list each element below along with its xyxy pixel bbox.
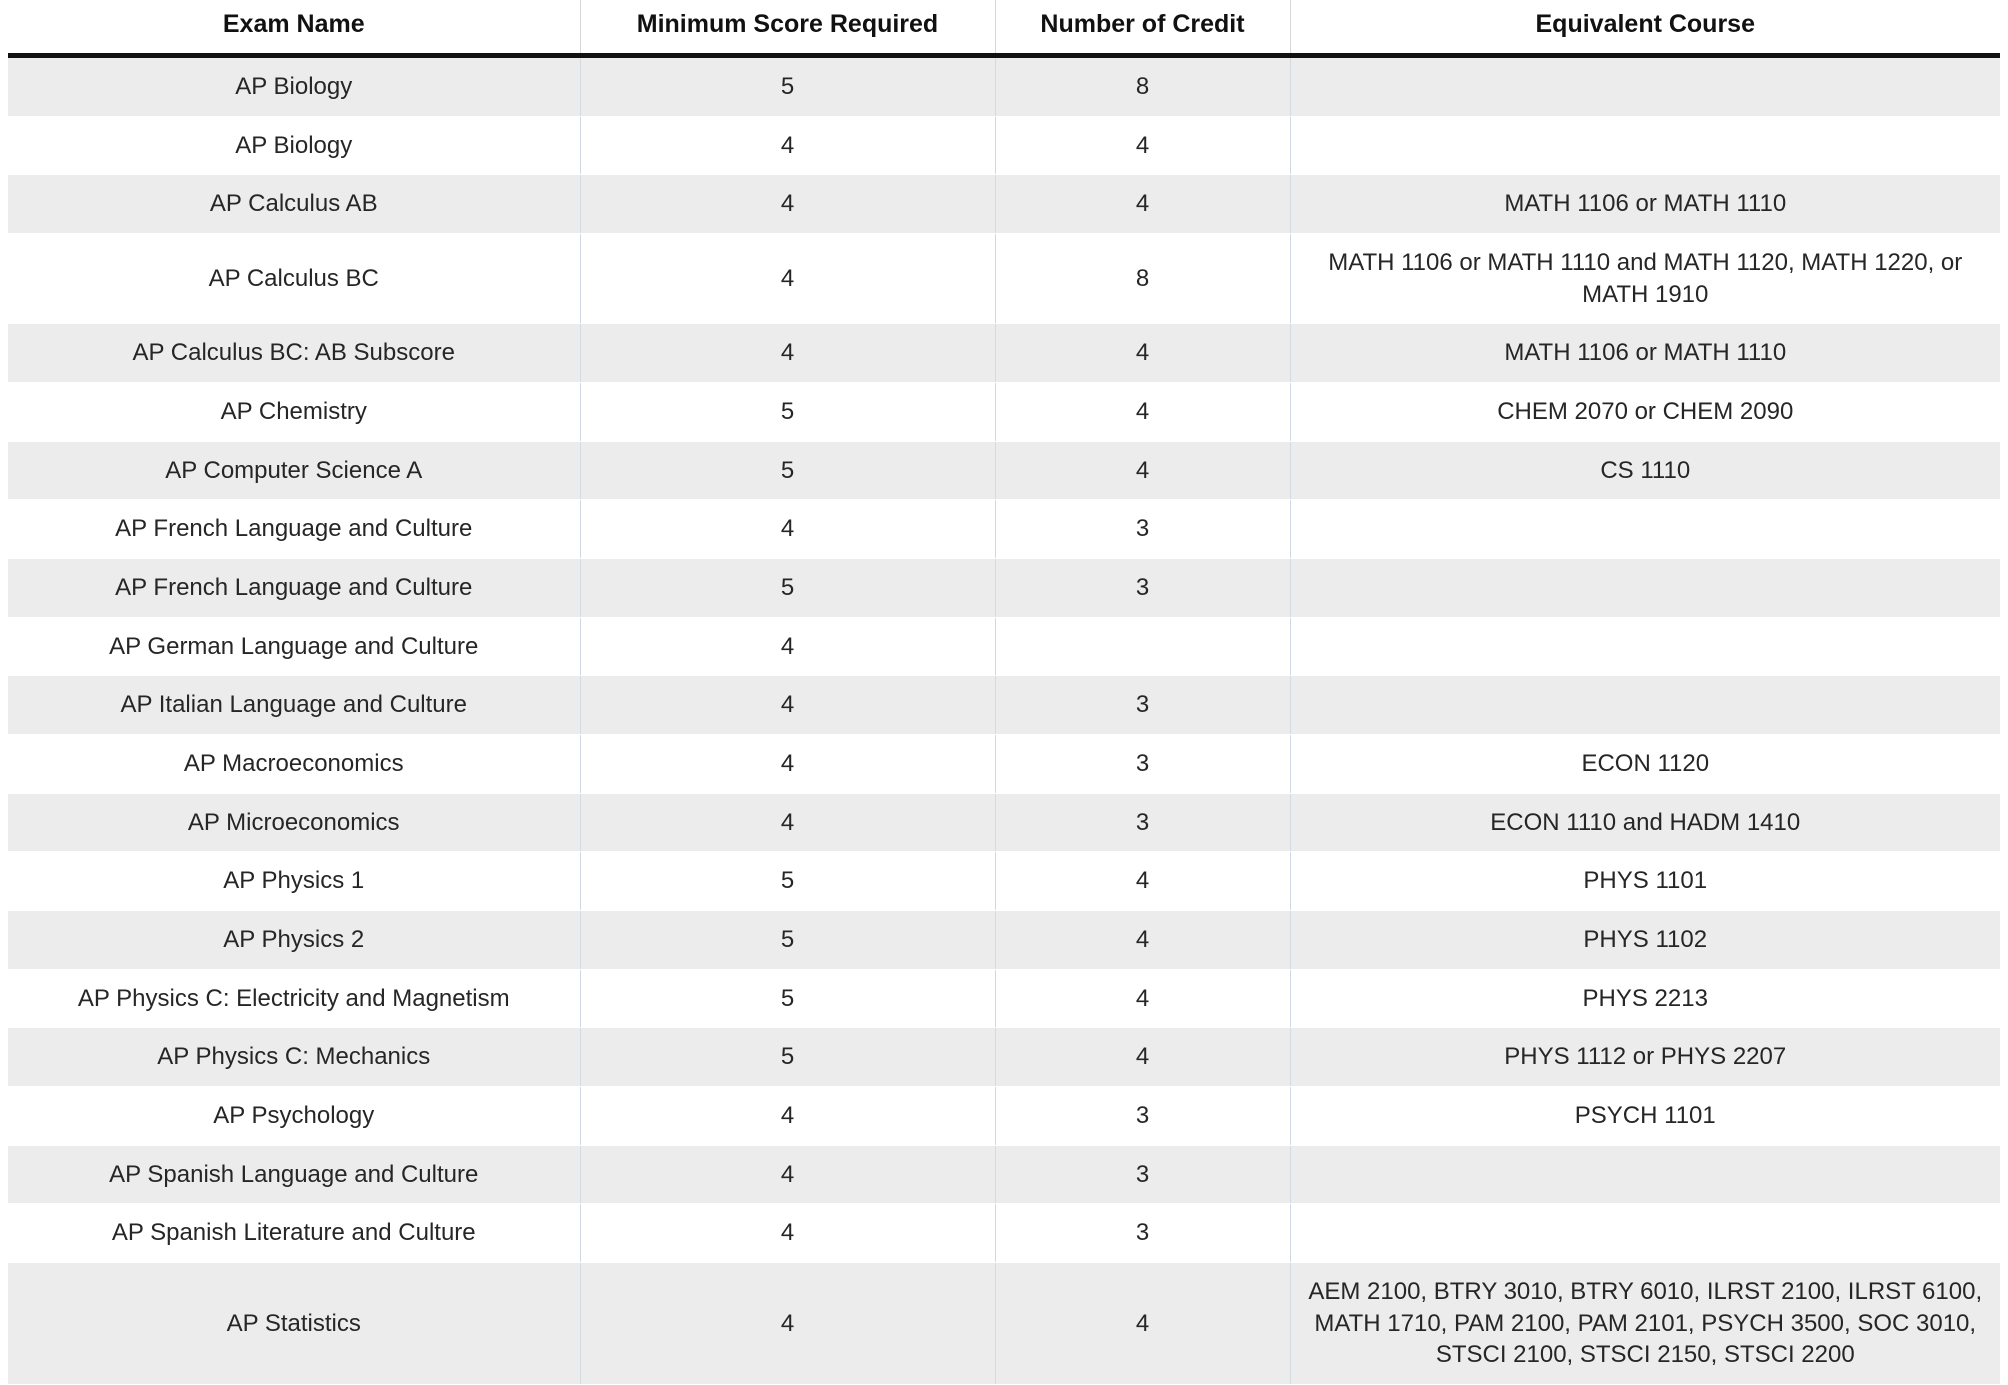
- cell-number-of-credit: 3: [995, 1145, 1290, 1204]
- cell-number-of-credit: 3: [995, 793, 1290, 852]
- cell-exam-name: AP Biology: [8, 116, 580, 175]
- cell-number-of-credit: 8: [995, 56, 1290, 117]
- cell-minimum-score: 5: [580, 852, 995, 911]
- table-row: [8, 559, 2000, 618]
- cell-minimum-score: 5: [580, 441, 995, 500]
- cell-exam-name: AP Physics 1: [8, 852, 580, 911]
- cell-number-of-credit: 4: [995, 175, 1290, 234]
- cell-exam-name: AP German Language and Culture: [8, 617, 580, 676]
- cell-minimum-score: 5: [580, 969, 995, 1028]
- table-row: [8, 676, 2000, 735]
- header-row: [8, 0, 2000, 56]
- cell-exam-name: AP Calculus BC: [8, 234, 580, 324]
- cell-number-of-credit: 4: [995, 1028, 1290, 1087]
- cell-exam-name: AP Spanish Literature and Culture: [8, 1204, 580, 1263]
- cell-number-of-credit: 3: [995, 500, 1290, 559]
- cell-minimum-score: 4: [580, 175, 995, 234]
- table-row: [8, 1028, 2000, 1087]
- cell-exam-name: AP French Language and Culture: [8, 559, 580, 618]
- cell-minimum-score: 4: [580, 116, 995, 175]
- column-header-number-of-credit: Number of Credit: [995, 0, 1290, 56]
- cell-minimum-score: 4: [580, 324, 995, 383]
- table-row: [8, 1204, 2000, 1263]
- cell-minimum-score: 5: [580, 911, 995, 970]
- table-body: [8, 56, 2000, 1385]
- cell-equivalent-course: ECON 1120: [1290, 735, 2000, 794]
- cell-equivalent-course: MATH 1106 or MATH 1110 and MATH 1120, MATH 1220, or MATH 1910: [1290, 234, 2000, 324]
- cell-minimum-score: 4: [580, 1087, 995, 1146]
- table-row: [8, 735, 2000, 794]
- table-row: [8, 175, 2000, 234]
- cell-minimum-score: 4: [580, 1204, 995, 1263]
- table-row: [8, 234, 2000, 324]
- cell-equivalent-course: PHYS 1112 or PHYS 2207: [1290, 1028, 2000, 1087]
- cell-number-of-credit: 4: [995, 852, 1290, 911]
- cell-equivalent-course: CHEM 2070 or CHEM 2090: [1290, 383, 2000, 442]
- cell-equivalent-course: MATH 1106 or MATH 1110: [1290, 324, 2000, 383]
- cell-exam-name: AP Calculus BC: AB Subscore: [8, 324, 580, 383]
- cell-minimum-score: 4: [580, 735, 995, 794]
- column-header-minimum-score: Minimum Score Required: [580, 0, 995, 56]
- table-row: [8, 1263, 2000, 1385]
- table-row: [8, 617, 2000, 676]
- cell-number-of-credit: 3: [995, 559, 1290, 618]
- cell-equivalent-course: MATH 1106 or MATH 1110: [1290, 175, 2000, 234]
- cell-number-of-credit: 8: [995, 234, 1290, 324]
- cell-minimum-score: 4: [580, 234, 995, 324]
- table-row: [8, 116, 2000, 175]
- cell-number-of-credit: [995, 617, 1290, 676]
- table-row: [8, 1145, 2000, 1204]
- cell-exam-name: AP Statistics: [8, 1263, 580, 1385]
- cell-equivalent-course: [1290, 56, 2000, 117]
- table-row: [8, 852, 2000, 911]
- table-row: [8, 911, 2000, 970]
- cell-number-of-credit: 3: [995, 1087, 1290, 1146]
- cell-number-of-credit: 4: [995, 1263, 1290, 1385]
- cell-exam-name: AP French Language and Culture: [8, 500, 580, 559]
- cell-equivalent-course: PSYCH 1101: [1290, 1087, 2000, 1146]
- cell-exam-name: AP Spanish Language and Culture: [8, 1145, 580, 1204]
- cell-minimum-score: 4: [580, 500, 995, 559]
- cell-exam-name: AP Calculus AB: [8, 175, 580, 234]
- cell-number-of-credit: 4: [995, 441, 1290, 500]
- cell-exam-name: AP Chemistry: [8, 383, 580, 442]
- cell-equivalent-course: [1290, 500, 2000, 559]
- cell-equivalent-course: CS 1110: [1290, 441, 2000, 500]
- cell-exam-name: AP Psychology: [8, 1087, 580, 1146]
- cell-equivalent-course: [1290, 617, 2000, 676]
- cell-minimum-score: 5: [580, 383, 995, 442]
- cell-equivalent-course: PHYS 1102: [1290, 911, 2000, 970]
- cell-minimum-score: 5: [580, 56, 995, 117]
- cell-number-of-credit: 4: [995, 969, 1290, 1028]
- cell-equivalent-course: [1290, 1204, 2000, 1263]
- table-row: [8, 56, 2000, 117]
- cell-minimum-score: 5: [580, 1028, 995, 1087]
- cell-number-of-credit: 4: [995, 116, 1290, 175]
- cell-minimum-score: 4: [580, 793, 995, 852]
- table-row: [8, 1087, 2000, 1146]
- cell-minimum-score: 4: [580, 676, 995, 735]
- cell-number-of-credit: 4: [995, 324, 1290, 383]
- cell-equivalent-course: [1290, 559, 2000, 618]
- table-row: [8, 969, 2000, 1028]
- cell-exam-name: AP Microeconomics: [8, 793, 580, 852]
- cell-number-of-credit: 3: [995, 735, 1290, 794]
- cell-equivalent-course: AEM 2100, BTRY 3010, BTRY 6010, ILRST 2100, ILRST 6100, MATH 1710, PAM 2100, PAM 2101, PSYCH 3500, SOC 3010, STSCI 2100, STSCI 2150, STSCI 2200: [1290, 1263, 2000, 1385]
- cell-exam-name: AP Physics 2: [8, 911, 580, 970]
- cell-exam-name: AP Macroeconomics: [8, 735, 580, 794]
- ap-credit-table: [8, 0, 2000, 1385]
- column-header-exam-name: Exam Name: [8, 0, 580, 56]
- cell-equivalent-course: [1290, 116, 2000, 175]
- cell-minimum-score: 4: [580, 617, 995, 676]
- cell-equivalent-course: [1290, 1145, 2000, 1204]
- table-row: [8, 441, 2000, 500]
- cell-minimum-score: 4: [580, 1145, 995, 1204]
- cell-minimum-score: 5: [580, 559, 995, 618]
- cell-minimum-score: 4: [580, 1263, 995, 1385]
- table-row: [8, 324, 2000, 383]
- cell-exam-name: AP Biology: [8, 56, 580, 117]
- cell-equivalent-course: ECON 1110 and HADM 1410: [1290, 793, 2000, 852]
- cell-exam-name: AP Physics C: Electricity and Magnetism: [8, 969, 580, 1028]
- cell-equivalent-course: PHYS 1101: [1290, 852, 2000, 911]
- cell-number-of-credit: 4: [995, 383, 1290, 442]
- cell-exam-name: AP Computer Science A: [8, 441, 580, 500]
- table-row: [8, 383, 2000, 442]
- column-header-equivalent-course: Equivalent Course: [1290, 0, 2000, 56]
- cell-number-of-credit: 3: [995, 1204, 1290, 1263]
- cell-equivalent-course: PHYS 2213: [1290, 969, 2000, 1028]
- table-row: [8, 500, 2000, 559]
- cell-exam-name: AP Italian Language and Culture: [8, 676, 580, 735]
- table-row: [8, 793, 2000, 852]
- table-header: [8, 0, 2000, 56]
- cell-number-of-credit: 3: [995, 676, 1290, 735]
- cell-number-of-credit: 4: [995, 911, 1290, 970]
- cell-exam-name: AP Physics C: Mechanics: [8, 1028, 580, 1087]
- cell-equivalent-course: [1290, 676, 2000, 735]
